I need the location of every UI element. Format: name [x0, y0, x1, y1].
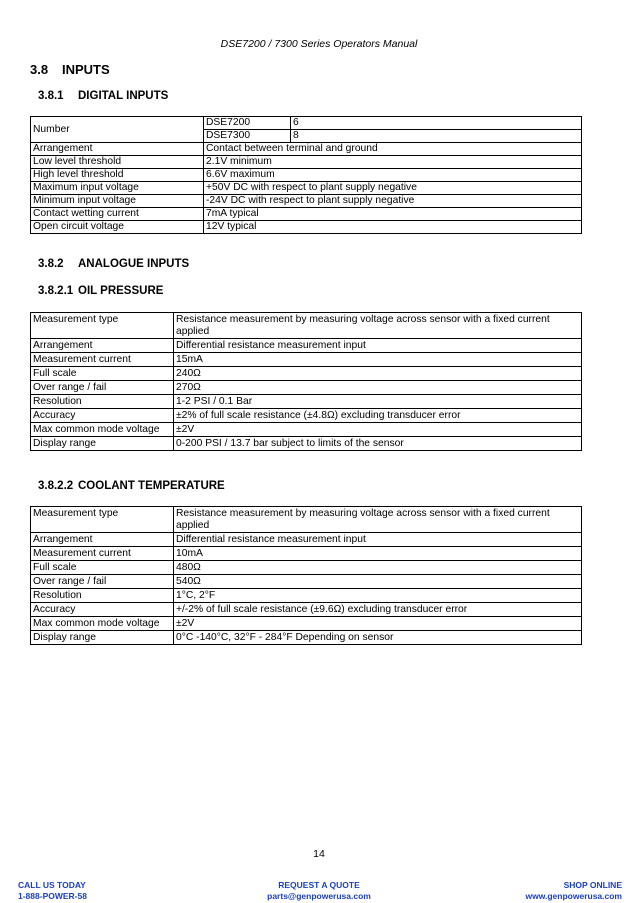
value-cell: Differential resistance measurement input [174, 533, 582, 547]
value-cell: 0°C -140°C, 32°F - 284°F Depending on sensor [174, 631, 582, 645]
label-cell: High level threshold [31, 169, 204, 182]
value-cell: 15mA [174, 353, 582, 367]
table-row [31, 507, 582, 533]
value-cell: 1°C, 2°F [174, 589, 582, 603]
table-row [31, 353, 582, 367]
value-cell: 6.6V maximum [204, 169, 582, 182]
value-cell: 1-2 PSI / 0.1 Bar [174, 395, 582, 409]
model-cell: DSE7300 [204, 130, 291, 143]
table-row [31, 182, 582, 195]
value-cell: 480Ω [174, 561, 582, 575]
count-cell: 6 [291, 117, 582, 130]
digital-inputs-title: DIGITAL INPUTS [78, 90, 169, 102]
footer-quote-label: REQUEST A QUOTE [278, 880, 360, 890]
analogue-inputs-title: ANALOGUE INPUTS [78, 258, 190, 270]
value-cell: 2.1V minimum [204, 156, 582, 169]
section-title: INPUTS [62, 62, 110, 77]
label-cell: Over range / fail [31, 381, 174, 395]
number-label-cell: Number [31, 117, 204, 143]
label-cell: Max common mode voltage [31, 423, 174, 437]
digital-inputs-table [30, 116, 582, 234]
table-row [31, 208, 582, 221]
value-cell: 10mA [174, 547, 582, 561]
label-cell: Full scale [31, 561, 174, 575]
coolant-temperature-heading [38, 480, 225, 492]
label-cell: Full scale [31, 367, 174, 381]
label-cell: Low level threshold [31, 156, 204, 169]
running-header: DSE7200 / 7300 Series Operators Manual [220, 38, 418, 50]
section-heading [30, 62, 110, 77]
table-row [31, 409, 582, 423]
footer-shop [525, 880, 622, 902]
oil-pressure-heading [38, 285, 163, 297]
model-cell: DSE7200 [204, 117, 291, 130]
table-row [31, 437, 582, 451]
oil-pressure-number: 3.8.2.1 [38, 285, 74, 297]
table-row [31, 313, 582, 339]
table-row [31, 423, 582, 437]
value-cell: +/-2% of full scale resistance (±9.6Ω) excluding transducer error [174, 603, 582, 617]
value-cell: +50V DC with respect to plant supply negative [204, 182, 582, 195]
value-cell: 12V typical [204, 221, 582, 234]
footer-quote [219, 880, 419, 902]
coolant-temperature-title: COOLANT TEMPERATURE [78, 480, 225, 492]
value-cell: 270Ω [174, 381, 582, 395]
footer-website-link[interactable]: www.genpowerusa.com [525, 891, 622, 901]
oil-pressure-title: OIL PRESSURE [78, 285, 164, 297]
label-cell: Max common mode voltage [31, 617, 174, 631]
count-cell: 8 [291, 130, 582, 143]
label-cell: Resolution [31, 589, 174, 603]
page-number: 14 [313, 848, 325, 860]
footer-shop-label: SHOP ONLINE [563, 880, 622, 890]
value-cell: ±2V [174, 617, 582, 631]
coolant-temperature-table [30, 506, 582, 645]
table-row [31, 575, 582, 589]
table-row [31, 367, 582, 381]
table-row [31, 156, 582, 169]
value-cell: -24V DC with respect to plant supply negative [204, 195, 582, 208]
label-cell: Display range [31, 631, 174, 645]
footer-email-link[interactable]: parts@genpowerusa.com [267, 891, 371, 901]
table-row [31, 631, 582, 645]
table-row [31, 339, 582, 353]
label-cell: Contact wetting current [31, 208, 204, 221]
value-cell: 0-200 PSI / 13.7 bar subject to limits of the sensor [174, 437, 582, 451]
label-cell: Measurement type [31, 507, 174, 533]
digital-inputs-heading [38, 90, 168, 102]
footer-call-label: CALL US TODAY [18, 880, 86, 890]
value-cell: Contact between terminal and ground [204, 143, 582, 156]
label-cell: Resolution [31, 395, 174, 409]
footer-phone[interactable]: 1-888-POWER-58 [18, 891, 87, 901]
table-row [31, 561, 582, 575]
table-row [31, 533, 582, 547]
value-cell: 240Ω [174, 367, 582, 381]
label-cell: Display range [31, 437, 174, 451]
table-row [31, 547, 582, 561]
coolant-temperature-number: 3.8.2.2 [38, 480, 74, 492]
label-cell: Arrangement [31, 533, 174, 547]
table-row [31, 221, 582, 234]
table-row [31, 169, 582, 182]
table-row [31, 117, 582, 130]
value-cell: Differential resistance measurement input [174, 339, 582, 353]
label-cell: Arrangement [31, 339, 174, 353]
label-cell: Arrangement [31, 143, 204, 156]
table-row [31, 381, 582, 395]
label-cell: Maximum input voltage [31, 182, 204, 195]
value-cell: Resistance measurement by measuring voltage across sensor with a fixed current applied [174, 313, 582, 339]
digital-inputs-number: 3.8.1 [38, 90, 64, 102]
oil-pressure-table [30, 312, 582, 451]
value-cell: Resistance measurement by measuring voltage across sensor with a fixed current applied [174, 507, 582, 533]
table-row [31, 195, 582, 208]
footer-call [18, 880, 87, 902]
label-cell: Open circuit voltage [31, 221, 204, 234]
label-cell: Minimum input voltage [31, 195, 204, 208]
value-cell: 7mA typical [204, 208, 582, 221]
analogue-inputs-heading [38, 258, 189, 270]
value-cell: ±2V [174, 423, 582, 437]
label-cell: Measurement type [31, 313, 174, 339]
table-row [31, 589, 582, 603]
table-row [31, 395, 582, 409]
label-cell: Accuracy [31, 409, 174, 423]
value-cell: 540Ω [174, 575, 582, 589]
label-cell: Measurement current [31, 547, 174, 561]
label-cell: Over range / fail [31, 575, 174, 589]
section-number: 3.8 [30, 62, 49, 77]
table-row [31, 617, 582, 631]
label-cell: Accuracy [31, 603, 174, 617]
analogue-inputs-number: 3.8.2 [38, 258, 64, 270]
table-row [31, 143, 582, 156]
value-cell: ±2% of full scale resistance (±4.8Ω) excluding transducer error [174, 409, 582, 423]
table-row [31, 603, 582, 617]
label-cell: Measurement current [31, 353, 174, 367]
